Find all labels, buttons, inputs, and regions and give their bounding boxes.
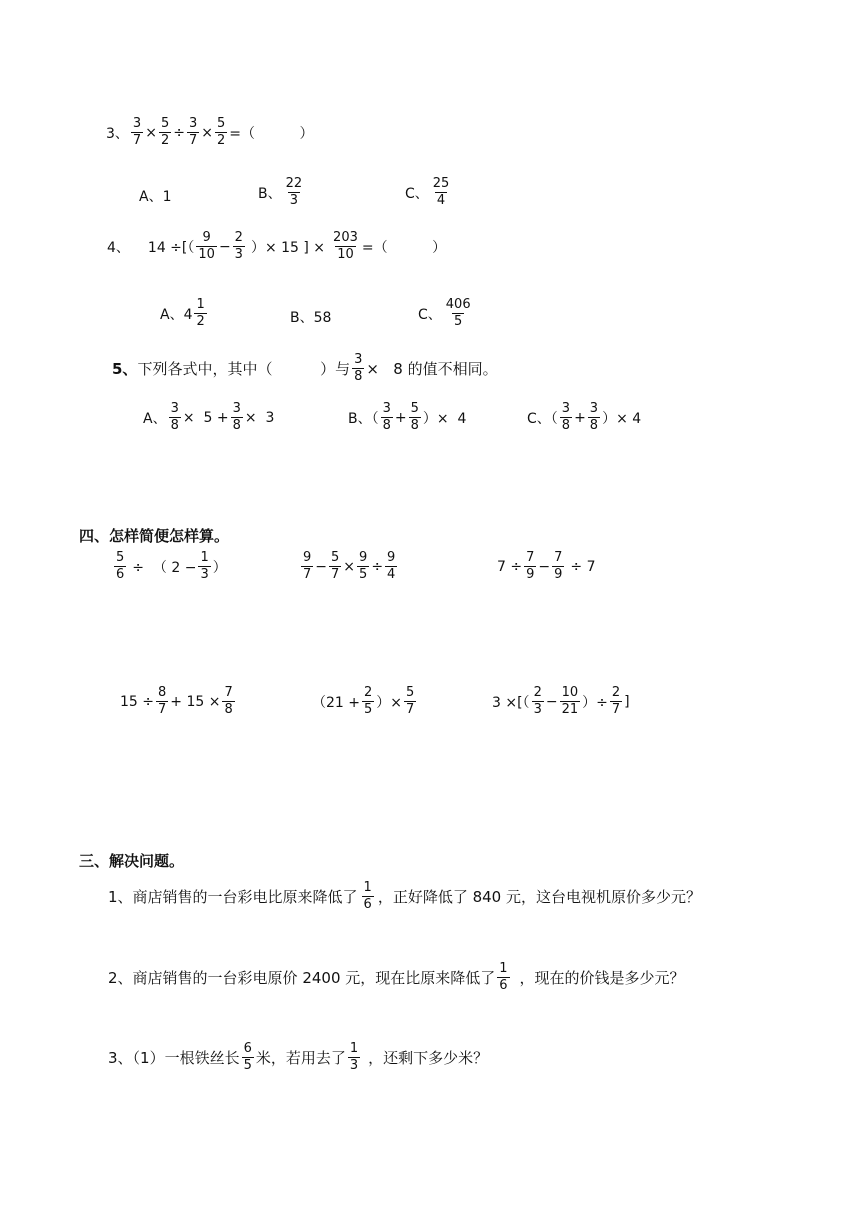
q5-option-c <box>527 402 641 434</box>
fraction: $\frac{22}{3}$ <box>285 176 303 209</box>
exercise-3 <box>497 551 595 583</box>
operator: ÷ <box>173 124 185 141</box>
problem-text: ，正好降低了 840 元，这台电视机原价多少元？ <box>377 888 701 907</box>
fraction: $\frac{7}{9}$ <box>526 550 535 583</box>
exercise-4 <box>120 686 237 718</box>
fraction: $\frac{203}{10}$ <box>333 230 358 263</box>
option-label: B、（ <box>348 410 379 427</box>
expression-text: （21 + <box>312 694 360 711</box>
fraction: $\frac{7}{8}$ <box>224 685 233 718</box>
expression-text: × 5 + <box>182 409 229 426</box>
fraction: $\frac{5}{7}$ <box>331 550 340 583</box>
fraction: $\frac{5}{6}$ <box>116 550 125 583</box>
problem-text: ，现在的价钱是多少元？ <box>519 969 685 988</box>
section-4-heading: 四、怎样简便怎样算。 <box>79 527 230 545</box>
question-text: 下列各式中，其中（ ）与 <box>137 360 351 379</box>
q5-option-b <box>348 402 466 434</box>
fraction: $\frac{2}{3}$ <box>234 230 243 263</box>
fraction: $\frac{3}{8}$ <box>382 401 391 434</box>
q3-number: 3、 <box>106 125 129 142</box>
fraction: $\frac{9}{7}$ <box>303 550 312 583</box>
problem-1 <box>108 881 701 913</box>
q5-question <box>112 353 498 385</box>
q3-expression <box>106 117 313 149</box>
fraction: $\frac{9}{10}$ <box>198 230 215 263</box>
answer-blank: =（ ） <box>229 125 314 142</box>
option-label: A、 <box>143 410 167 427</box>
fraction: $\frac{5}{8}$ <box>410 401 419 434</box>
fraction: $\frac{8}{7}$ <box>158 685 167 718</box>
expression-text: × 3 <box>244 409 275 426</box>
option-label: B、58 <box>290 310 332 326</box>
problem-text: 3、（1）一根铁丝长 <box>108 1049 240 1068</box>
expression-text: ÷ （ 2 − <box>132 559 197 576</box>
exercise-6 <box>492 686 630 718</box>
expression-text: ）× <box>376 694 403 711</box>
q3-option-a <box>139 186 171 206</box>
q4-expression <box>107 231 446 263</box>
q4-option-b <box>290 307 331 327</box>
expression-text: ）÷ <box>582 694 608 711</box>
option-label: C、（ <box>527 410 558 427</box>
answer-blank: =（ ） <box>361 239 447 256</box>
fraction: $\frac{6}{5}$ <box>243 1041 252 1074</box>
option-label: C、 <box>405 185 429 202</box>
operator: ÷ <box>371 558 384 575</box>
fraction: $\frac{7}{9}$ <box>554 550 563 583</box>
fraction: $\frac{3}{8}$ <box>170 401 179 434</box>
expression-text: 7 ÷ <box>497 558 523 575</box>
q4-option-a <box>160 298 209 330</box>
expression-text: 15 ÷ <box>120 693 154 710</box>
exercise-1 <box>112 551 227 583</box>
q4-option-c <box>418 298 475 330</box>
fraction: $\frac{5}{7}$ <box>406 685 415 718</box>
expression-text: ÷ 7 <box>570 558 596 575</box>
section-3-heading: 三、解决问题。 <box>79 852 185 870</box>
expression-text: + 15 × <box>170 693 221 710</box>
expression-text: ） <box>212 559 227 576</box>
fraction: $\frac{3}{7}$ <box>132 116 142 149</box>
fraction: $\frac{5}{2}$ <box>160 116 170 149</box>
q4-number: 4、 <box>107 239 130 256</box>
fraction: $\frac{1}{6}$ <box>363 880 372 913</box>
problem-3 <box>108 1042 488 1074</box>
operator: − <box>315 558 328 575</box>
operator: × <box>145 124 157 141</box>
fraction: $\frac{3}{8}$ <box>589 401 599 434</box>
exercise-5 <box>312 686 418 718</box>
fraction: $\frac{406}{5}$ <box>445 297 471 330</box>
fraction: $\frac{2}{5}$ <box>364 685 373 718</box>
question-text: × 8 的值不相同。 <box>366 360 498 379</box>
option-label: B、 <box>258 185 282 202</box>
fraction: $\frac{1}{2}$ <box>196 297 205 330</box>
fraction: $\frac{3}{8}$ <box>561 401 571 434</box>
operator: + <box>574 409 586 426</box>
fraction: $\frac{1}{3}$ <box>349 1041 359 1074</box>
expression-text: ] <box>624 693 630 710</box>
problem-2 <box>108 962 685 994</box>
operator: − <box>218 238 231 255</box>
expression-text: ）× 15 ] × <box>250 239 326 256</box>
fraction: $\frac{3}{8}$ <box>354 352 363 385</box>
fraction: $\frac{3}{7}$ <box>188 116 198 149</box>
fraction: $\frac{10}{21}$ <box>561 685 579 718</box>
fraction: $\frac{5}{2}$ <box>216 116 226 149</box>
expression-text: 3 ×[（ <box>492 694 530 711</box>
q3-option-b <box>258 177 306 209</box>
problem-text: ，还剩下多少米？ <box>368 1049 489 1068</box>
option-label: A、1 <box>139 189 172 205</box>
fraction: $\frac{1}{3}$ <box>200 550 209 583</box>
q5-option-a <box>143 402 274 434</box>
operator: + <box>394 409 407 426</box>
fraction: $\frac{9}{4}$ <box>387 550 396 583</box>
problem-text: 米，若用去了 <box>255 1049 346 1068</box>
fraction: $\frac{2}{7}$ <box>611 685 621 718</box>
option-label: C、 <box>418 306 442 323</box>
problem-text: 2、商店销售的一台彩电原价 2400 元，现在比原来降低了 <box>108 969 496 988</box>
fraction: $\frac{9}{5}$ <box>359 550 368 583</box>
q5-number: 5、 <box>112 360 138 379</box>
operator: − <box>538 558 551 575</box>
fraction: $\frac{2}{3}$ <box>533 685 542 718</box>
expression-text: ）× 4 <box>422 410 467 427</box>
fraction: $\frac{25}{4}$ <box>432 176 450 209</box>
problem-text: 1、商店销售的一台彩电比原来降低了 <box>108 888 358 907</box>
operator: − <box>545 693 558 710</box>
option-label: A、4 <box>160 306 193 323</box>
q3-option-c <box>405 177 453 209</box>
exercise-2 <box>299 551 399 583</box>
fraction: $\frac{3}{8}$ <box>232 401 241 434</box>
expression-text: 14 ÷[（ <box>147 239 195 256</box>
operator: × <box>343 558 356 575</box>
fraction: $\frac{1}{6}$ <box>499 961 508 994</box>
expression-text: ）× 4 <box>602 410 642 427</box>
operator: × <box>201 124 213 141</box>
